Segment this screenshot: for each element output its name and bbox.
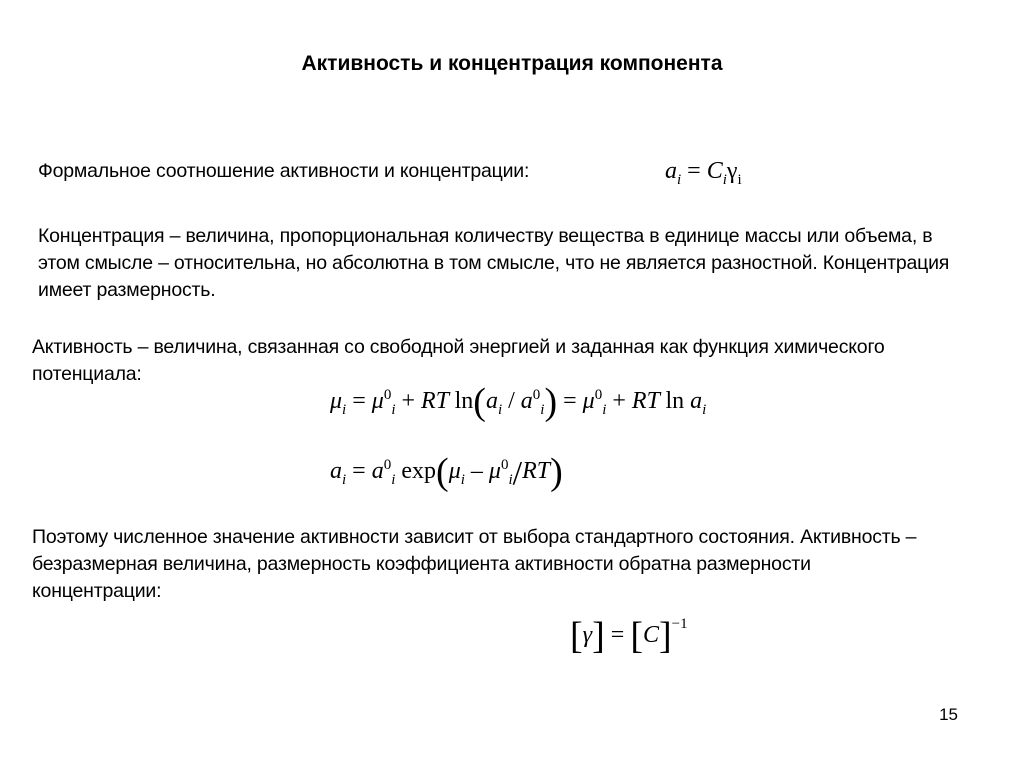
symbol-slash: / xyxy=(508,388,515,414)
symbol-plus: + xyxy=(612,388,626,414)
symbol-c: C xyxy=(706,158,723,184)
index-zero: 0 xyxy=(532,387,541,403)
index-i: i xyxy=(737,172,742,188)
function-exp: exp xyxy=(401,458,437,484)
symbol-a: a xyxy=(330,458,342,484)
index-zero: 0 xyxy=(383,457,392,473)
symbol-mu: μ xyxy=(488,458,501,484)
conclusion-paragraph: Поэтому численное значение активности зависит от выбора стандартного состояния. Активность – безразмерная величина, размерность коэффициента активности обратна размерности концентрации: xyxy=(32,526,917,602)
index-i: i xyxy=(677,172,682,188)
activity-paragraph: Активность – величина, связанная со свободной энергией и заданная как функция химического потенциала: xyxy=(32,336,885,385)
symbol-equals: = xyxy=(687,158,701,184)
function-ln: ln xyxy=(665,388,685,414)
bracket-left: [ xyxy=(630,615,643,657)
symbol-mu: μ xyxy=(582,388,595,414)
index-i: i xyxy=(460,472,465,488)
index-i: i xyxy=(722,172,727,188)
symbol-equals: = xyxy=(352,458,366,484)
formula-gamma-dimension xyxy=(570,615,688,657)
paren-left: ( xyxy=(436,451,449,493)
symbol-a: a xyxy=(690,388,703,414)
index-i: i xyxy=(342,472,347,488)
symbol-equals: = xyxy=(352,388,366,414)
index-i: i xyxy=(497,402,503,418)
index-zero: 0 xyxy=(383,387,392,403)
index-zero: 0 xyxy=(594,387,603,403)
index-i: i xyxy=(391,402,396,418)
symbol-rt: RT xyxy=(522,458,551,484)
index-i: i xyxy=(342,402,347,418)
symbol-mu: μ xyxy=(371,388,384,414)
index-i: i xyxy=(508,472,513,488)
page-title: Активность и концентрация компонента xyxy=(301,52,723,75)
index-i: i xyxy=(702,402,707,418)
index-i: i xyxy=(391,472,396,488)
symbol-plus: + xyxy=(401,388,416,414)
page-number: 15 xyxy=(939,705,958,724)
paren-right: ) xyxy=(550,451,563,493)
formula-activity-definition xyxy=(665,158,742,188)
symbol-a: a xyxy=(520,388,533,414)
formula-activity-exp xyxy=(330,451,563,493)
symbol-gamma: γ xyxy=(582,622,593,648)
symbol-equals: = xyxy=(610,622,625,648)
index-zero: 0 xyxy=(500,457,509,473)
symbol-mu: μ xyxy=(330,388,343,414)
symbol-c: C xyxy=(642,622,659,648)
symbol-mu: μ xyxy=(448,458,461,484)
bracket-right: ] xyxy=(659,615,672,657)
concentration-paragraph: Концентрация – величина, пропорциональная количеству вещества в единице массы или объема, в этом смысле – относительна, но абсолютна в том смысле, что не является разностной. Концентрация имеет размерность. xyxy=(38,225,950,301)
symbol-a: a xyxy=(665,158,677,184)
symbol-rt: RT xyxy=(631,388,660,414)
symbol-minus: – xyxy=(470,458,483,484)
symbol-gamma: γ xyxy=(726,158,738,184)
paren-left: ( xyxy=(473,381,486,423)
formula-chemical-potential xyxy=(330,381,707,423)
symbol-slash: / xyxy=(512,455,523,492)
exponent-minus-one: −1 xyxy=(671,616,688,632)
function-ln: ln xyxy=(454,388,474,414)
paren-right: ) xyxy=(544,381,558,423)
symbol-a: a xyxy=(485,388,498,414)
symbol-a: a xyxy=(371,458,384,484)
bracket-left: [ xyxy=(570,615,583,657)
bracket-right: ] xyxy=(592,615,605,657)
symbol-equals: = xyxy=(563,388,577,414)
symbol-rt: RT xyxy=(421,388,449,414)
index-i: i xyxy=(540,402,545,418)
formal-relation-text: Формальное соотношение активности и концентрации: xyxy=(38,160,530,182)
index-i: i xyxy=(602,402,607,418)
